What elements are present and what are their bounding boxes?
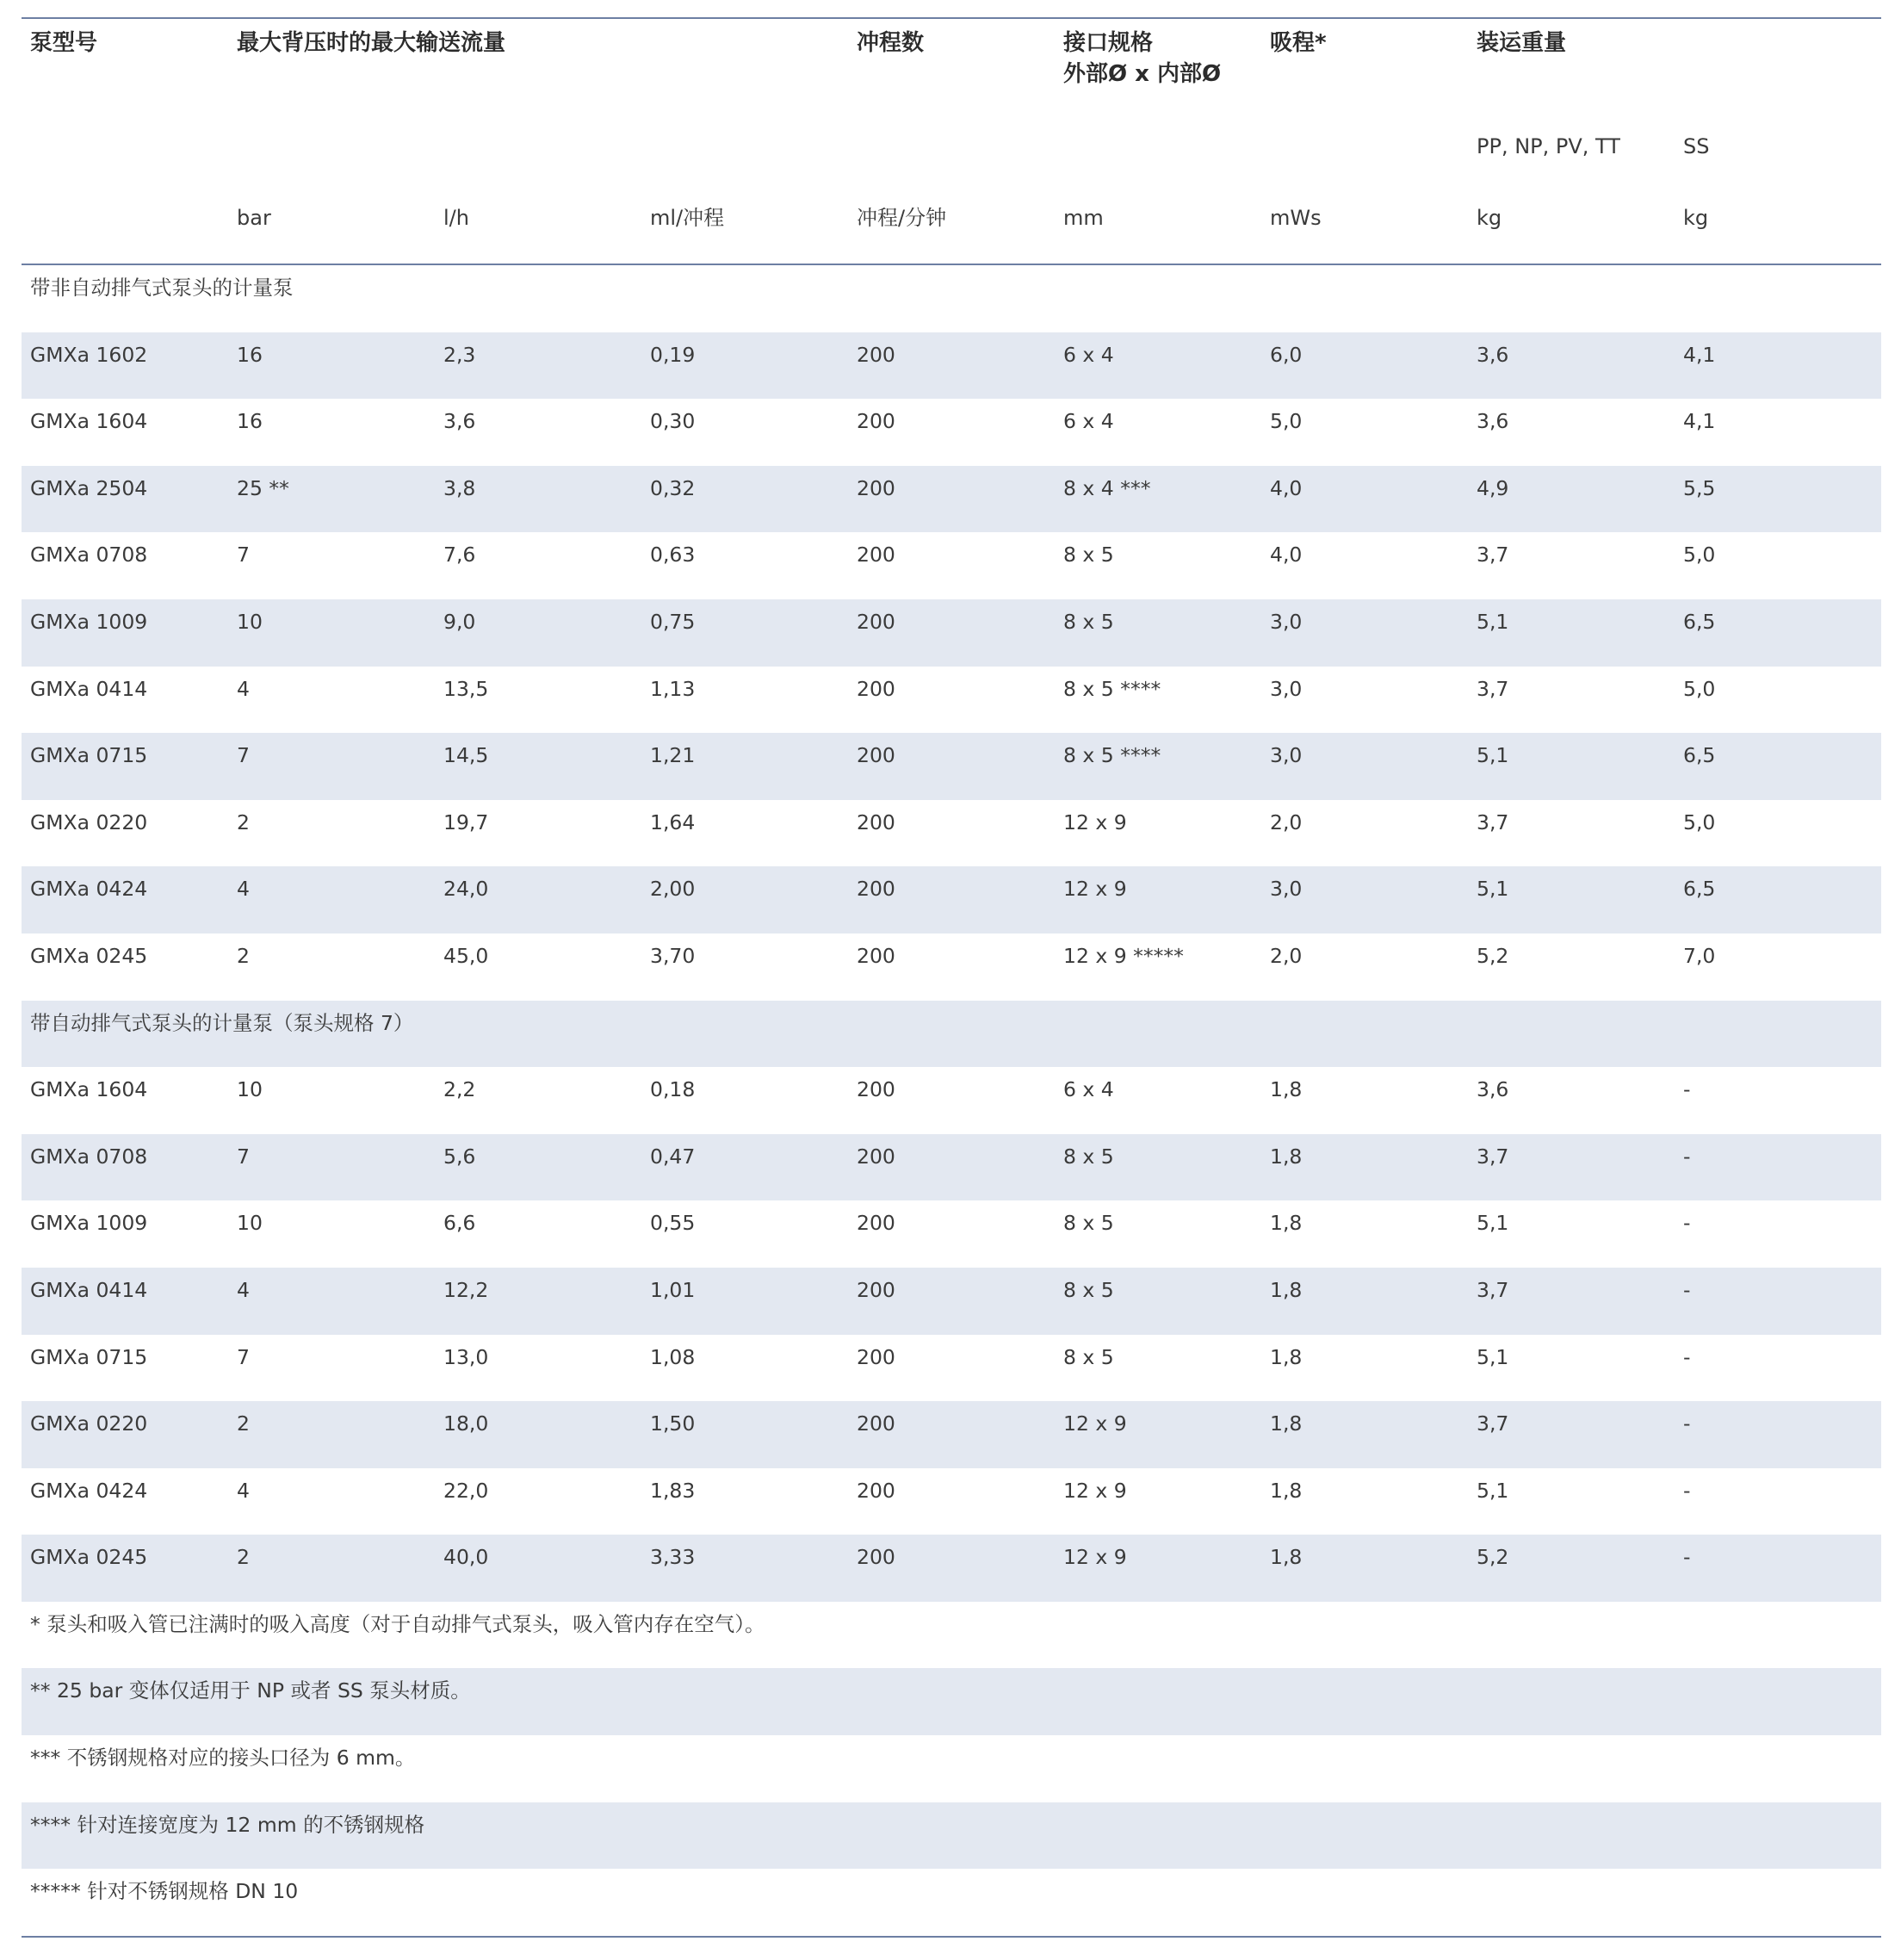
footnote-text: *** 不锈钢规格对应的接头口径为 6 mm。	[30, 1746, 416, 1771]
cell-suction: 1,8	[1270, 1077, 1303, 1102]
table-row	[22, 466, 1881, 533]
cell-weight-pp: 5,2	[1477, 943, 1509, 968]
cell-pressure: 4	[237, 1277, 250, 1302]
cell-model: GMXa 0715	[30, 743, 148, 768]
cell-flow: 2,3	[443, 342, 476, 367]
cell-suction: 5,0	[1270, 409, 1303, 434]
cell-suction: 1,8	[1270, 1411, 1303, 1436]
table-row	[22, 332, 1881, 400]
header-shipping-weight: 装运重量	[1477, 30, 1567, 56]
cell-suction: 1,8	[1270, 1478, 1303, 1503]
cell-weight-pp: 3,6	[1477, 1077, 1509, 1102]
cell-connection: 8 x 5	[1063, 1144, 1114, 1169]
bottom-rule	[22, 1936, 1881, 1938]
cell-flow: 5,6	[443, 1144, 476, 1169]
cell-pressure: 10	[237, 609, 263, 634]
table-row	[22, 733, 1881, 800]
cell-suction: 3,0	[1270, 877, 1303, 902]
cell-weight-pp: 3,7	[1477, 809, 1509, 834]
cell-pressure: 7	[237, 1144, 250, 1169]
cell-weight-pp: 5,1	[1477, 743, 1509, 768]
cell-volume: 0,47	[650, 1144, 696, 1169]
cell-model: GMXa 1604	[30, 409, 148, 434]
cell-volume: 0,55	[650, 1211, 696, 1236]
cell-pressure: 16	[237, 342, 263, 367]
cell-model: GMXa 0715	[30, 1344, 148, 1369]
table-row	[22, 599, 1881, 667]
cell-stroke-rate: 200	[857, 877, 895, 902]
table-row	[22, 667, 1881, 734]
cell-model: GMXa 1602	[30, 342, 148, 367]
cell-weight-ss: 5,0	[1683, 676, 1716, 701]
cell-volume: 2,00	[650, 877, 696, 902]
table-body	[22, 265, 1881, 1936]
cell-weight-ss: -	[1683, 1411, 1691, 1436]
cell-connection: 12 x 9 *****	[1063, 943, 1184, 968]
footnote-row	[22, 1735, 1881, 1802]
unit-connection: mm	[1063, 206, 1104, 230]
table-row	[22, 1401, 1881, 1468]
cell-weight-pp: 5,1	[1477, 609, 1509, 634]
cell-model: GMXa 0220	[30, 1411, 148, 1436]
cell-model: GMXa 0245	[30, 1545, 148, 1570]
cell-weight-pp: 5,1	[1477, 1478, 1509, 1503]
footnote-row	[22, 1802, 1881, 1870]
table-row	[22, 532, 1881, 599]
cell-model: GMXa 0245	[30, 943, 148, 968]
cell-pressure: 2	[237, 1545, 250, 1570]
unit-volume: ml/冲程	[650, 206, 725, 230]
cell-connection: 8 x 5 ****	[1063, 743, 1161, 768]
cell-connection: 12 x 9	[1063, 1545, 1127, 1570]
cell-flow: 13,5	[443, 676, 489, 701]
cell-weight-ss: -	[1683, 1211, 1691, 1236]
cell-suction: 1,8	[1270, 1545, 1303, 1570]
cell-weight-ss: -	[1683, 1545, 1691, 1570]
cell-volume: 1,01	[650, 1277, 696, 1302]
cell-stroke-rate: 200	[857, 342, 895, 367]
cell-pressure: 16	[237, 409, 263, 434]
cell-connection: 12 x 9	[1063, 1411, 1127, 1436]
cell-stroke-rate: 200	[857, 743, 895, 768]
cell-weight-pp: 3,7	[1477, 543, 1509, 568]
unit-pressure: bar	[237, 206, 271, 230]
cell-suction: 6,0	[1270, 342, 1303, 367]
cell-weight-ss: 6,5	[1683, 877, 1716, 902]
cell-model: GMXa 0708	[30, 1144, 148, 1169]
cell-weight-pp: 5,1	[1477, 877, 1509, 902]
cell-volume: 0,19	[650, 342, 696, 367]
cell-model: GMXa 0708	[30, 543, 148, 568]
cell-pressure: 10	[237, 1211, 263, 1236]
header-material-ss: SS	[1683, 134, 1710, 158]
cell-model: GMXa 0414	[30, 1277, 148, 1302]
cell-flow: 19,7	[443, 809, 489, 834]
unit-weight-pp: kg	[1477, 206, 1502, 230]
cell-suction: 4,0	[1270, 543, 1303, 568]
cell-pressure: 25 **	[237, 475, 289, 500]
cell-weight-pp: 3,7	[1477, 676, 1509, 701]
cell-weight-ss: -	[1683, 1478, 1691, 1503]
cell-stroke-rate: 200	[857, 1411, 895, 1436]
cell-weight-ss: 5,0	[1683, 809, 1716, 834]
cell-volume: 0,32	[650, 475, 696, 500]
cell-stroke-rate: 200	[857, 1077, 895, 1102]
cell-suction: 4,0	[1270, 475, 1303, 500]
cell-weight-pp: 5,2	[1477, 1545, 1509, 1570]
cell-connection: 12 x 9	[1063, 809, 1127, 834]
table-row	[22, 1535, 1881, 1602]
cell-weight-ss: 5,0	[1683, 543, 1716, 568]
cell-flow: 6,6	[443, 1211, 476, 1236]
cell-flow: 3,6	[443, 409, 476, 434]
table-row	[22, 1067, 1881, 1134]
cell-model: GMXa 2504	[30, 475, 148, 500]
cell-weight-pp: 3,7	[1477, 1411, 1509, 1436]
header-max-flow: 最大背压时的最大输送流量	[237, 30, 506, 56]
footnote-row	[22, 1668, 1881, 1735]
cell-suction: 1,8	[1270, 1144, 1303, 1169]
cell-stroke-rate: 200	[857, 809, 895, 834]
cell-suction: 3,0	[1270, 609, 1303, 634]
cell-flow: 9,0	[443, 609, 476, 634]
group-header-self-venting	[22, 1001, 1881, 1068]
pump-spec-table	[22, 17, 1881, 1938]
cell-connection: 6 x 4	[1063, 409, 1114, 434]
group-title: 带非自动排气式泵头的计量泵	[30, 276, 294, 300]
header-strokes: 冲程数	[857, 30, 925, 56]
footnote-text: ***** 针对不锈钢规格 DN 10	[30, 1879, 299, 1904]
cell-weight-ss: 5,5	[1683, 475, 1716, 500]
cell-volume: 3,70	[650, 943, 696, 968]
cell-stroke-rate: 200	[857, 475, 895, 500]
cell-suction: 3,0	[1270, 743, 1303, 768]
cell-stroke-rate: 200	[857, 1344, 895, 1369]
cell-stroke-rate: 200	[857, 1277, 895, 1302]
cell-suction: 2,0	[1270, 943, 1303, 968]
cell-pressure: 4	[237, 877, 250, 902]
cell-volume: 0,30	[650, 409, 696, 434]
cell-flow: 3,8	[443, 475, 476, 500]
unit-flow: l/h	[443, 206, 469, 230]
cell-weight-ss: -	[1683, 1144, 1691, 1169]
cell-model: GMXa 0414	[30, 676, 148, 701]
cell-stroke-rate: 200	[857, 1211, 895, 1236]
header-material-pp: PP, NP, PV, TT	[1477, 134, 1620, 158]
unit-weight-ss: kg	[1683, 206, 1709, 230]
cell-flow: 45,0	[443, 943, 489, 968]
table-row	[22, 1335, 1881, 1402]
unit-stroke-rate: 冲程/分钟	[857, 206, 947, 230]
header-model: 泵型号	[30, 30, 98, 56]
cell-suction: 2,0	[1270, 809, 1303, 834]
cell-volume: 3,33	[650, 1545, 696, 1570]
cell-weight-ss: -	[1683, 1277, 1691, 1302]
table-row	[22, 866, 1881, 933]
cell-weight-pp: 3,6	[1477, 342, 1509, 367]
cell-suction: 1,8	[1270, 1211, 1303, 1236]
cell-model: GMXa 0220	[30, 809, 148, 834]
cell-suction: 1,8	[1270, 1277, 1303, 1302]
cell-weight-pp: 3,6	[1477, 409, 1509, 434]
cell-pressure: 2	[237, 943, 250, 968]
cell-model: GMXa 0424	[30, 1478, 148, 1503]
cell-connection: 12 x 9	[1063, 877, 1127, 902]
cell-stroke-rate: 200	[857, 543, 895, 568]
cell-model: GMXa 1604	[30, 1077, 148, 1102]
cell-pressure: 7	[237, 543, 250, 568]
header-connection-line1: 接口规格	[1063, 30, 1154, 56]
table-row	[22, 800, 1881, 867]
cell-pressure: 7	[237, 1344, 250, 1369]
cell-connection: 12 x 9	[1063, 1478, 1127, 1503]
cell-suction: 1,8	[1270, 1344, 1303, 1369]
cell-connection: 8 x 5	[1063, 1344, 1114, 1369]
table-row	[22, 1200, 1881, 1268]
cell-weight-pp: 3,7	[1477, 1144, 1509, 1169]
cell-pressure: 7	[237, 743, 250, 768]
cell-connection: 8 x 5 ****	[1063, 676, 1161, 701]
cell-volume: 1,64	[650, 809, 696, 834]
cell-weight-ss: -	[1683, 1344, 1691, 1369]
cell-stroke-rate: 200	[857, 1478, 895, 1503]
cell-weight-ss: 4,1	[1683, 409, 1716, 434]
cell-connection: 8 x 5	[1063, 1277, 1114, 1302]
cell-weight-pp: 4,9	[1477, 475, 1509, 500]
cell-suction: 3,0	[1270, 676, 1303, 701]
footnote-text: **** 针对连接宽度为 12 mm 的不锈钢规格	[30, 1812, 425, 1837]
table-header	[22, 19, 1881, 264]
unit-suction: mWs	[1270, 206, 1322, 230]
cell-weight-ss: 6,5	[1683, 609, 1716, 634]
cell-volume: 0,63	[650, 543, 696, 568]
cell-flow: 18,0	[443, 1411, 489, 1436]
cell-volume: 1,08	[650, 1344, 696, 1369]
table-row	[22, 1468, 1881, 1535]
cell-volume: 1,83	[650, 1478, 696, 1503]
cell-flow: 22,0	[443, 1478, 489, 1503]
group-title: 带自动排气式泵头的计量泵（泵头规格 7）	[30, 1010, 414, 1035]
cell-connection: 8 x 5	[1063, 543, 1114, 568]
cell-connection: 8 x 5	[1063, 1211, 1114, 1236]
cell-flow: 13,0	[443, 1344, 489, 1369]
footnote-text: * 泵头和吸入管已注满时的吸入高度（对于自动排气式泵头，吸入管内存在空气）。	[30, 1611, 765, 1636]
cell-flow: 12,2	[443, 1277, 489, 1302]
cell-pressure: 10	[237, 1077, 263, 1102]
cell-connection: 8 x 5	[1063, 609, 1114, 634]
group-header-non-self-venting	[22, 265, 1881, 332]
cell-weight-pp: 3,7	[1477, 1277, 1509, 1302]
cell-weight-ss: -	[1683, 1077, 1691, 1102]
header-connection-line2: 外部Ø x 内部Ø	[1063, 61, 1222, 87]
table-row	[22, 933, 1881, 1001]
cell-weight-ss: 7,0	[1683, 943, 1716, 968]
cell-weight-pp: 5,1	[1477, 1211, 1509, 1236]
cell-flow: 14,5	[443, 743, 489, 768]
table-row	[22, 399, 1881, 466]
cell-pressure: 2	[237, 809, 250, 834]
header-suction: 吸程*	[1270, 30, 1327, 56]
cell-model: GMXa 1009	[30, 609, 148, 634]
cell-connection: 8 x 4 ***	[1063, 475, 1151, 500]
cell-model: GMXa 0424	[30, 877, 148, 902]
cell-pressure: 4	[237, 676, 250, 701]
cell-stroke-rate: 200	[857, 1144, 895, 1169]
cell-stroke-rate: 200	[857, 943, 895, 968]
footnote-row	[22, 1602, 1881, 1669]
footnote-row	[22, 1869, 1881, 1936]
cell-volume: 1,13	[650, 676, 696, 701]
cell-volume: 1,50	[650, 1411, 696, 1436]
cell-flow: 2,2	[443, 1077, 476, 1102]
cell-flow: 40,0	[443, 1545, 489, 1570]
cell-flow: 24,0	[443, 877, 489, 902]
cell-volume: 0,75	[650, 609, 696, 634]
table-row	[22, 1268, 1881, 1335]
cell-model: GMXa 1009	[30, 1211, 148, 1236]
cell-pressure: 4	[237, 1478, 250, 1503]
cell-connection: 6 x 4	[1063, 1077, 1114, 1102]
cell-volume: 1,21	[650, 743, 696, 768]
table-row	[22, 1134, 1881, 1201]
cell-stroke-rate: 200	[857, 609, 895, 634]
footnote-text: ** 25 bar 变体仅适用于 NP 或者 SS 泵头材质。	[30, 1678, 471, 1703]
cell-stroke-rate: 200	[857, 409, 895, 434]
cell-weight-ss: 4,1	[1683, 342, 1716, 367]
cell-stroke-rate: 200	[857, 1545, 895, 1570]
cell-weight-pp: 5,1	[1477, 1344, 1509, 1369]
cell-flow: 7,6	[443, 543, 476, 568]
cell-volume: 0,18	[650, 1077, 696, 1102]
cell-pressure: 2	[237, 1411, 250, 1436]
cell-stroke-rate: 200	[857, 676, 895, 701]
cell-connection: 6 x 4	[1063, 342, 1114, 367]
cell-weight-ss: 6,5	[1683, 743, 1716, 768]
